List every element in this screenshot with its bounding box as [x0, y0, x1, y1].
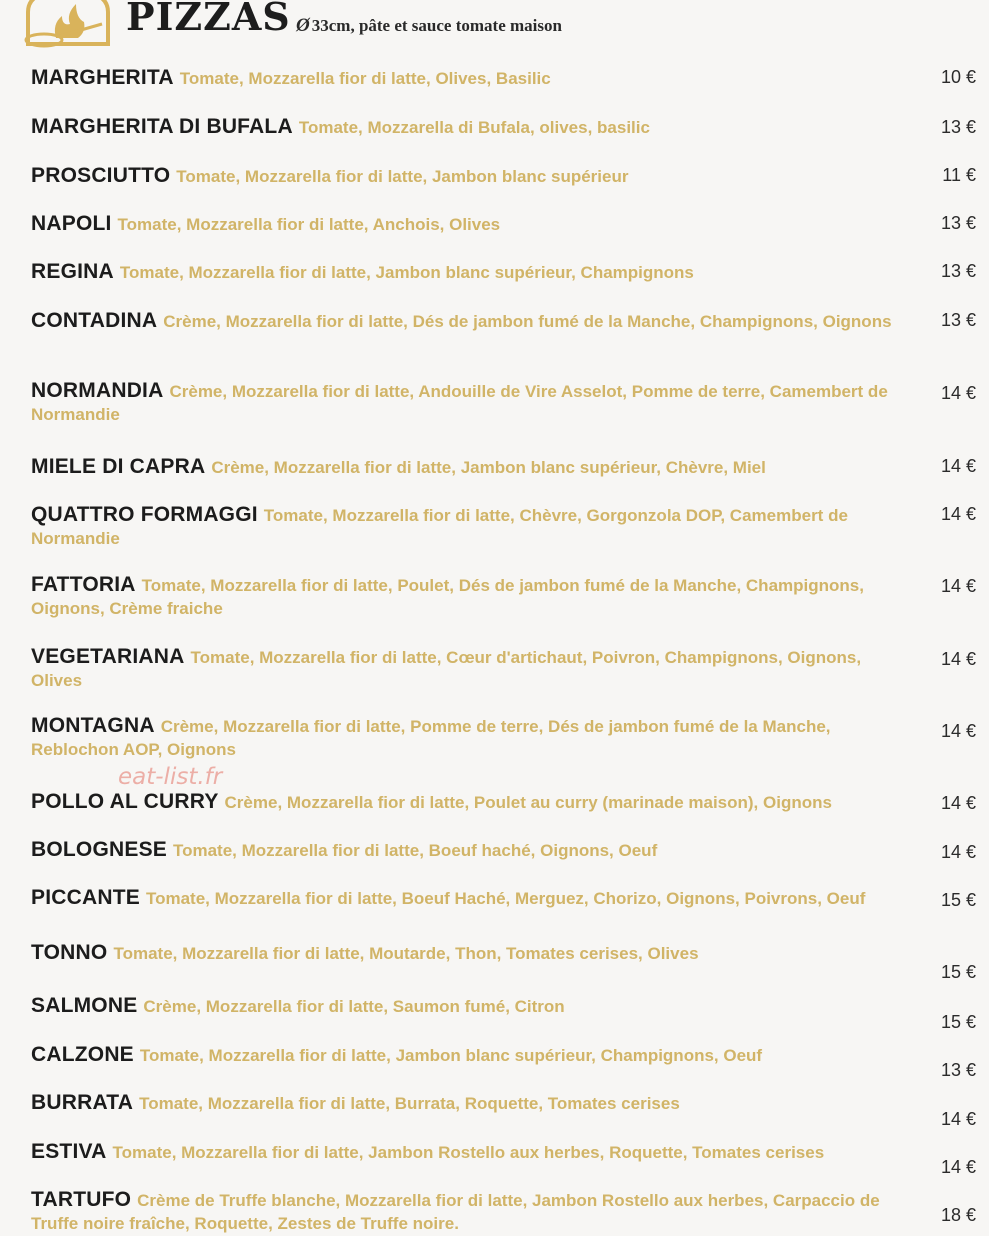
menu-item [31, 1091, 916, 1115]
menu-item [31, 1043, 916, 1067]
menu-title: PIZZAS [126, 0, 291, 39]
pizza-price: 13 € [940, 117, 976, 137]
menu-item [31, 115, 916, 139]
pizza-name: SALMONE [31, 994, 138, 1017]
menu-item [31, 573, 916, 620]
pizza-name: MARGHERITA DI BUFALA [31, 115, 293, 138]
pizza-price: 14 € [940, 456, 976, 476]
pizza-ingredients: Crème de Truffe blanche, Mozzarella fior di latte, Jambon Rostello aux herbes, Carpaccio de Truffe noire fraîche, Roquette, Zestes de Truffe noire. [31, 1191, 880, 1233]
pizza-ingredients: Crème, Mozzarella fior di latte, Andouille de Vire Asselot, Pomme de terre, Camembert de Normandie [31, 382, 888, 424]
pizza-price: 13 € [940, 310, 976, 330]
menu-item [31, 714, 916, 761]
pizza-name: MONTAGNA [31, 714, 155, 737]
pizza-name: NAPOLI [31, 212, 112, 235]
pizza-ingredients: Tomate, Mozzarella fior di latte, Burrata, Roquette, Tomates cerises [139, 1094, 680, 1113]
pizza-price: 11 € [942, 165, 976, 185]
pizza-price: 14 € [940, 721, 976, 741]
menu-item [31, 66, 916, 90]
pizza-ingredients: Tomate, Mozzarella fior di latte, Anchois, Olives [117, 215, 501, 234]
pizza-name: CALZONE [31, 1043, 134, 1066]
pizza-ingredients: Crème, Mozzarella fior di latte, Poulet au curry (marinade maison), Oignons [224, 793, 832, 812]
pizza-ingredients: Tomate, Mozzarella fior di latte, Moutarde, Thon, Tomates cerises, Olives [113, 944, 699, 963]
pizza-price: 15 € [940, 962, 976, 982]
pizza-price: 14 € [940, 504, 976, 524]
pizza-ingredients: Crème, Mozzarella fior di latte, Saumon fumé, Citron [143, 997, 565, 1016]
subtitle-text: 33cm, pâte et sauce tomate maison [311, 16, 562, 35]
pizza-ingredients: Crème, Mozzarella fior di latte, Pomme de terre, Dés de jambon fumé de la Manche, Reblochon AOP, Oignons [31, 717, 831, 759]
pizza-ingredients: Tomate, Mozzarella fior di latte, Chèvre, Gorgonzola DOP, Camembert de Normandie [31, 506, 848, 548]
menu-item [31, 838, 916, 862]
pizza-price: 15 € [940, 1012, 976, 1032]
pizza-ingredients: Crème, Mozzarella fior di latte, Jambon blanc supérieur, Chèvre, Miel [211, 458, 766, 477]
pizza-name: MARGHERITA [31, 66, 174, 89]
pizza-name: PROSCIUTTO [31, 164, 171, 187]
menu-item [31, 455, 916, 479]
pizza-price: 13 € [940, 1060, 976, 1080]
menu-item [31, 503, 916, 550]
menu-item [31, 941, 916, 965]
watermark: eat-list.fr [118, 764, 223, 790]
pizza-ingredients: Tomate, Mozzarella fior di latte, Jambon blanc supérieur, Champignons [119, 263, 694, 282]
menu-item [31, 790, 916, 814]
pizza-price: 14 € [940, 1109, 976, 1129]
pizza-ingredients: Tomate, Mozzarella fior di latte, Poulet, Dés de jambon fumé de la Manche, Champignons, Oignons, Crème fraiche [31, 576, 864, 618]
pizza-price: 13 € [940, 261, 976, 281]
pizza-name: BOLOGNESE [31, 838, 167, 861]
pizza-price: 14 € [940, 383, 976, 403]
pizza-name: POLLO AL CURRY [31, 790, 219, 813]
pizza-price: 10 € [940, 67, 976, 87]
pizza-name: PICCANTE [31, 886, 140, 909]
pizza-name: ESTIVA [31, 1140, 107, 1163]
menu-item [31, 645, 916, 692]
diameter-symbol: Ø [296, 15, 310, 36]
pizza-name: TARTUFO [31, 1188, 132, 1211]
pizza-name: REGINA [31, 260, 114, 283]
pizza-price: 14 € [940, 649, 976, 669]
menu-item [31, 1188, 916, 1235]
menu-item [31, 1140, 916, 1164]
menu-item [31, 212, 916, 236]
pizza-list [31, 0, 976, 1236]
pizza-name: NORMANDIA [31, 379, 164, 402]
pizza-ingredients: Tomate, Mozzarella di Bufala, olives, basilic [298, 118, 650, 137]
pizza-name: MIELE DI CAPRA [31, 455, 206, 478]
menu-item [31, 379, 916, 426]
pizza-price: 14 € [940, 1157, 976, 1177]
pizza-name: TONNO [31, 941, 108, 964]
pizza-ingredients: Crème, Mozzarella fior di latte, Dés de jambon fumé de la Manche, Champignons, Oignons [163, 312, 892, 331]
menu-item [31, 164, 916, 188]
pizza-ingredients: Tomate, Mozzarella fior di latte, Boeuf haché, Oignons, Oeuf [172, 841, 658, 860]
pizza-name: VEGETARIANA [31, 645, 185, 668]
menu-item [31, 309, 916, 333]
pizza-ingredients: Tomate, Mozzarella fior di latte, Jambon Rostello aux herbes, Roquette, Tomates cerises [112, 1143, 825, 1162]
pizza-name: QUATTRO FORMAGGI [31, 503, 258, 526]
pizza-name: CONTADINA [31, 309, 158, 332]
pizza-price: 15 € [940, 890, 976, 910]
pizza-name: FATTORIA [31, 573, 136, 596]
menu-item [31, 260, 916, 284]
pizza-ingredients: Tomate, Mozzarella fior di latte, Jambon blanc supérieur, Champignons, Oeuf [139, 1046, 763, 1065]
pizza-ingredients: Tomate, Mozzarella fior di latte, Cœur d'artichaut, Poivron, Champignons, Oignons, Olives [31, 648, 862, 690]
menu-item [31, 886, 916, 910]
pizza-price: 14 € [940, 576, 976, 596]
pizza-name: BURRATA [31, 1091, 134, 1114]
pizza-price: 13 € [940, 213, 976, 233]
pizza-price: 14 € [940, 842, 976, 862]
menu-item [31, 994, 916, 1018]
pizza-price: 18 € [940, 1205, 976, 1225]
pizza-ingredients: Tomate, Mozzarella fior di latte, Boeuf Haché, Merguez, Chorizo, Oignons, Poivrons, Oeuf [145, 889, 866, 908]
pizza-ingredients: Tomate, Mozzarella fior di latte, Jambon blanc supérieur [176, 167, 629, 186]
pizza-ingredients: Tomate, Mozzarella fior di latte, Olives, Basilic [179, 69, 551, 88]
pizza-price: 14 € [940, 793, 976, 813]
